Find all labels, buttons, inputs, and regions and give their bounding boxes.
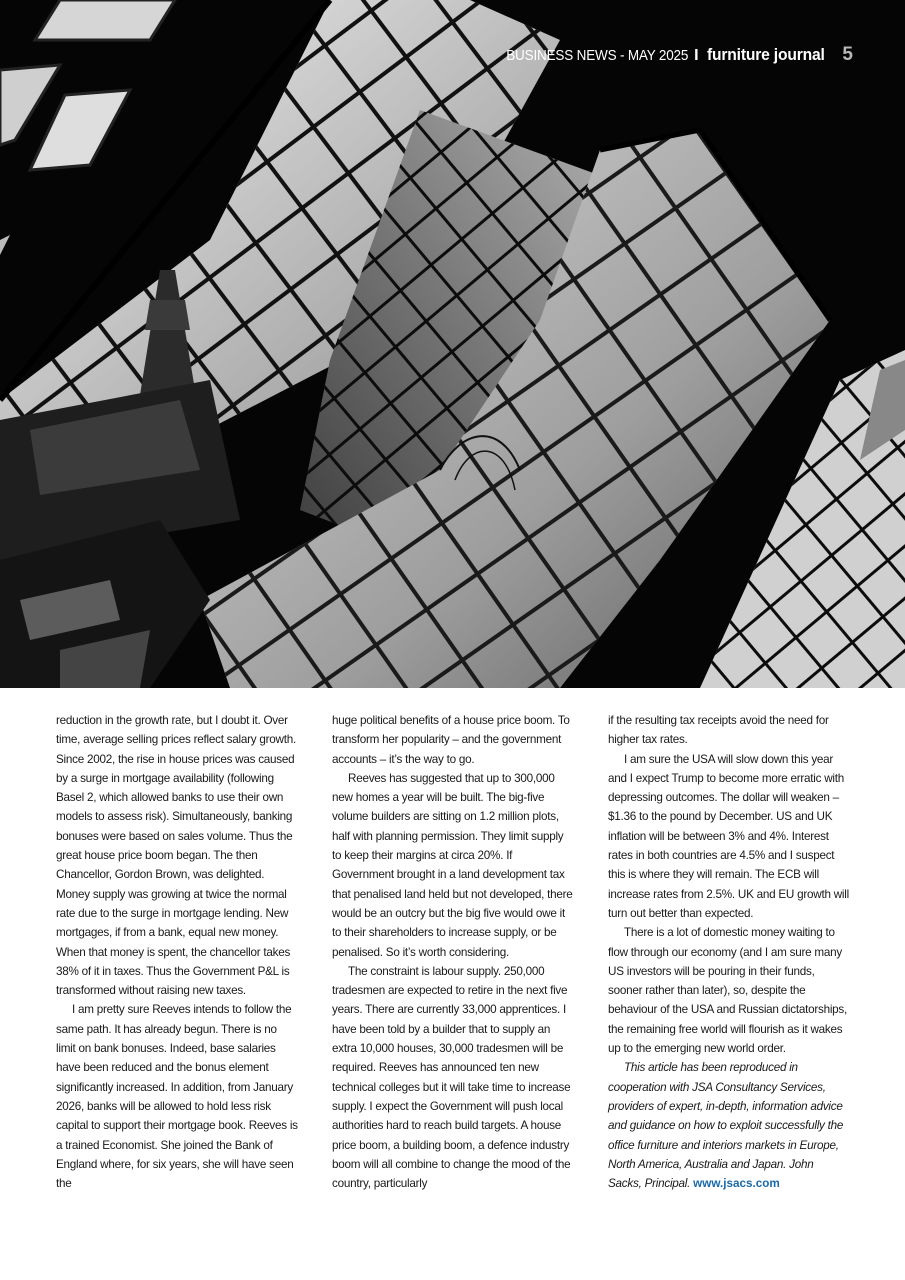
paragraph: huge political benefits of a house price boom. To transform her popularity – and the government accounts – it’s the way to go. xyxy=(332,714,570,766)
website-link[interactable]: www.jsacs.com xyxy=(693,1177,780,1191)
article-column-3 xyxy=(608,711,850,1193)
paragraph: The constraint is labour supply. 250,000 tradesmen are expected to retire in the next five years. There are currently 33,000 apprentices. I have been told by a builder that to supply an extra 10,000 houses, 30,000 tradesmen will be required. Reeves has announced ten new technical colleges but it will take time to increase supply. I expect the Government will push local authorities hard to reach build targets. A house price boom, a building boom, a defence industry boom will all combine to change the mood of the country, particularly xyxy=(332,964,571,1191)
credit-text: This article has been reproduced in cooperation with JSA Consultancy Services, providers of expert, in-depth, information advice and guidance on how to exploit successfully the office furniture and interiors markets in Europe, North America, Australia and Japan. John Sacks, Principal. xyxy=(608,1061,844,1191)
journal-title: furniture journal xyxy=(706,45,825,64)
paragraph: reduction in the growth rate, but I doubt it. Over time, average selling prices reflect salary growth. Since 2002, the rise in house prices was caused by a surge in mortgage availability (following Basel 2, which allowed banks to use their own models to assess risk). Simultaneously, banking bonuses were based on sales volume. Thus the great house price boom began. The then Chancellor, Gordon Brown, was delighted. Money supply was growing at twice the normal rate due to the surge in mortgage lending. New mortgages, if from a bank, equal new money. When that money is spent, the chancellor takes 38% of it in taxes. Thus the Government P&L is transformed without raising new taxes. xyxy=(56,714,296,998)
section-label: BUSINESS NEWS - MAY 2025 xyxy=(506,47,689,64)
paragraph: Reeves has suggested that up to 300,000 new homes a year will be built. The big-five volume builders are sitting on 1.2 million plots, half with planning permission. They limit supply to keep their margins at circa 20%. If Government brought in a land development tax that penalised land held but not developed, there would be an outcry but the big five would owe it to their shareholders to increase supply, or be penalised. So it’s worth considering. xyxy=(332,771,573,959)
running-header xyxy=(486,44,853,68)
header-separator: I xyxy=(694,47,699,64)
article-credit xyxy=(608,1058,850,1193)
article-column-2 xyxy=(332,711,574,1193)
paragraph: if the resulting tax receipts avoid the need for higher tax rates. xyxy=(608,714,829,747)
paragraph: I am pretty sure Reeves intends to follow the same path. It has already begun. There is no limit on bank bonuses. Indeed, base salaries have been reduced and the bonus element significantly increased. In addition, from January 2026, banks will be allowed to hold less risk capital to support their mortgage book. Reeves is a trained Economist. She joined the Bank of England where, for six years, she will have seen the xyxy=(56,1003,298,1191)
paragraph: There is a lot of domestic money waiting to flow through our economy (and I am sure many US investors will be pouring in their funds, sooner rather than later), so, despite the behaviour of the USA and Russian dictatorships, the remaining free world will flourish as it wakes up to the emerging new world order. xyxy=(608,926,848,1056)
paragraph: I am sure the USA will slow down this year and I expect Trump to become more erratic with depressing outcomes. The dollar will weaken – $1.36 to the pound by December. US and UK inflation will be between 3% and 4%. Interest rates in both countries are 4.5% and I suspect this is where they will remain. The ECB will increase rates from 2.5%. UK and EU growth will turn out better than expected. xyxy=(608,752,849,920)
page-number: 5 xyxy=(842,44,853,65)
article-column-1 xyxy=(56,711,298,1193)
